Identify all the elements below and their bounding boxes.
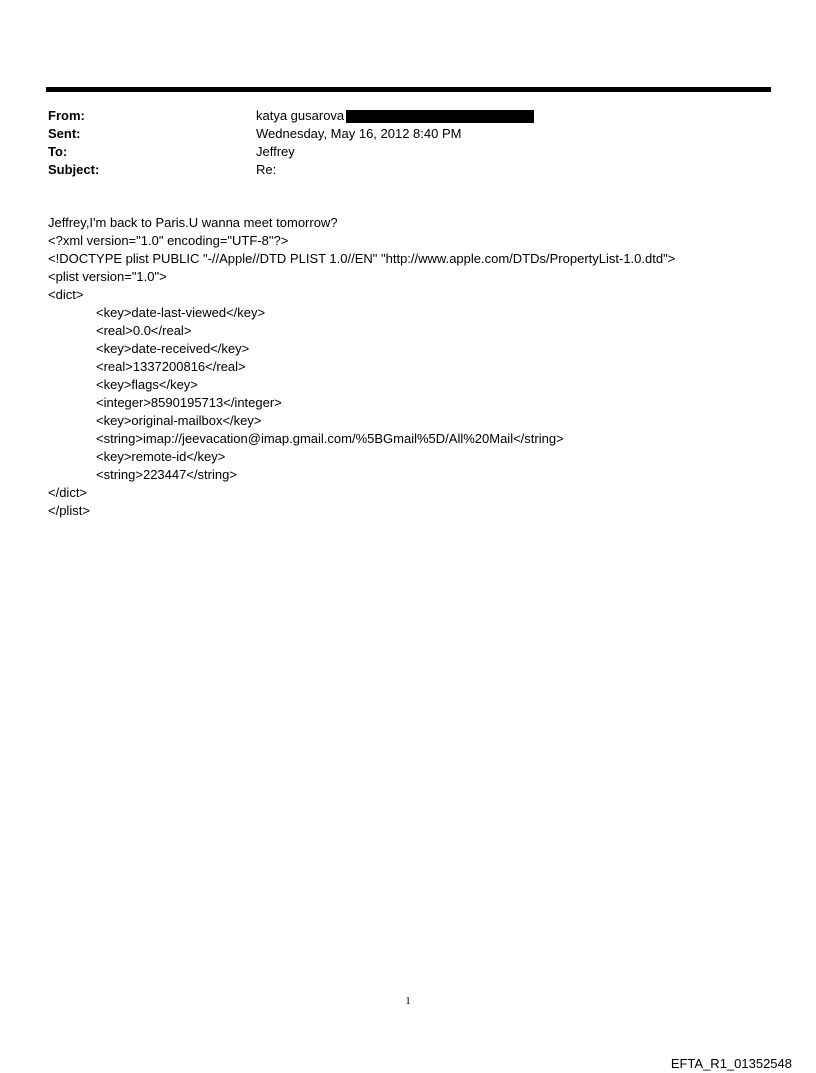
from-value-wrap	[256, 107, 534, 125]
from-row	[48, 107, 534, 125]
redaction-bar	[346, 110, 534, 123]
body-line: <plist version="1.0">	[48, 269, 167, 284]
sent-row	[48, 125, 534, 143]
body-line: <string>imap://jeevacation@imap.gmail.com/%5BGmail%5D/All%20Mail</string>	[96, 431, 564, 446]
header-rule	[46, 87, 771, 92]
body-line: </plist>	[48, 503, 90, 518]
body-line: <key>flags</key>	[96, 377, 198, 392]
page-number: 1	[405, 995, 411, 1007]
body-line: <!DOCTYPE plist PUBLIC "-//Apple//DTD PLIST 1.0//EN" "http://www.apple.com/DTDs/PropertyList-1.0.dtd">	[48, 251, 676, 266]
email-body	[48, 214, 675, 520]
to-label: To:	[48, 144, 68, 159]
body-line: <string>223447</string>	[96, 467, 237, 482]
body-line: <dict>	[48, 287, 84, 302]
body-line: <key>date-last-viewed</key>	[96, 305, 266, 320]
sent-label: Sent:	[48, 126, 81, 141]
body-line: <real>1337200816</real>	[96, 359, 246, 374]
subject-value: Re:	[256, 162, 277, 177]
to-value: Jeffrey	[256, 144, 295, 159]
body-line: <?xml version="1.0" encoding="UTF-8"?>	[48, 233, 289, 248]
to-row	[48, 143, 534, 161]
body-line: <real>0.0</real>	[96, 323, 192, 338]
body-line: Jeffrey,I'm back to Paris.U wanna meet tomorrow?	[48, 215, 338, 230]
body-line: <key>original-mailbox</key>	[96, 413, 262, 428]
body-line: <key>remote-id</key>	[96, 449, 226, 464]
email-header	[48, 107, 534, 179]
body-line: <key>date-received</key>	[96, 341, 250, 356]
subject-label: Subject:	[48, 162, 100, 177]
from-label: From:	[48, 108, 85, 123]
from-value: katya gusarova	[256, 108, 345, 123]
document-id: EFTA_R1_01352548	[670, 1056, 792, 1071]
subject-row	[48, 161, 534, 179]
body-line: <integer>8590195713</integer>	[96, 395, 282, 410]
body-line: </dict>	[48, 485, 88, 500]
sent-value: Wednesday, May 16, 2012 8:40 PM	[256, 126, 462, 141]
